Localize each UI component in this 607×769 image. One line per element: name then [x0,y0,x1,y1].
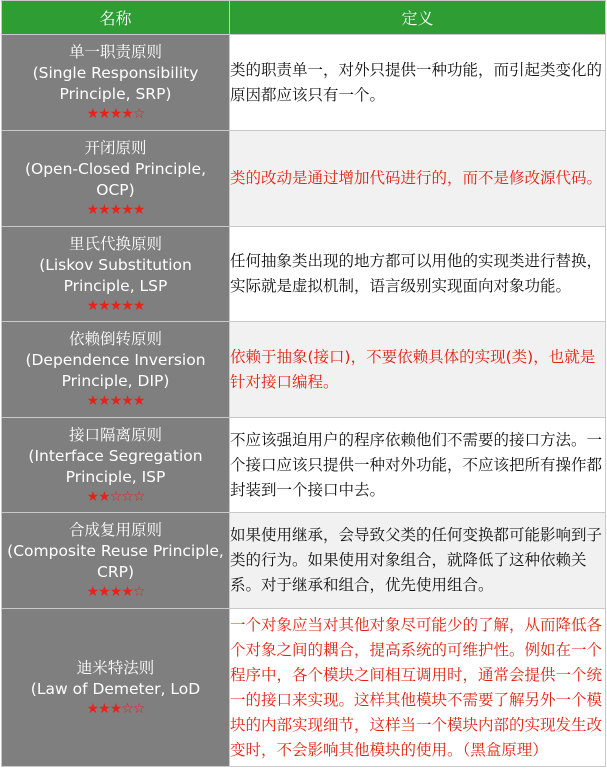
principles-table [1,0,606,767]
star-rating: ★★★★☆ [86,106,145,122]
principle-name-en: (Law of Demeter, LoD [30,679,201,698]
principle-definition: 任何抽象类出现的地方都可以用他的实现类进行替换，实际就是虚拟机制，语言级别实现面向对象功能。 [230,227,606,322]
star-rating: ★★★★★ [86,297,145,314]
table-header [2,1,606,35]
principle-name-cn: 里氏代换原则 [68,234,162,253]
name-column-header: 名称 [2,1,230,35]
principle-name-cn: 单一职责原则 [68,43,162,61]
principle-name-en: (Composite Reuse Principle, CRP) [7,542,224,581]
principle-name-en: (Liskov Substitution Principle, LSP [39,255,192,295]
principle-name-en: (Interface Segregation Principle, ISP [28,446,203,486]
header-row [2,1,606,35]
principle-name-cell [2,131,230,227]
principle-name-cell [2,322,230,418]
principle-definition: 类的职责单一，对外只提供一种功能，而引起类变化的原因都应该只有一个。 [230,35,606,131]
principle-definition: 一个对象应当对其他对象尽可能少的了解，从而降低各个对象之间的耦合，提高系统的可维护性。例如在一个程序中，各个模块之间相互调用时，通常会提供一个统一的接口来实现。这样其他模块不需要了解另外一个模块的内部实现细节，这样当一个模块内部的实现发生改变时，不会影响其他模块的使用。（黑盒原理） [230,609,606,767]
table-row [2,131,606,227]
principle-name-cell [2,513,230,609]
star-rating: ★★★★★ [86,393,145,409]
principle-name-en: (Dependence Inversion Principle, DIP) [25,351,206,390]
table-row [2,227,606,322]
principle-name-cell [2,227,230,322]
star-rating: ★★★★☆ [86,584,145,600]
principle-name-en: (Single Responsibility Principle, SRP) [32,64,199,103]
table-row [2,609,606,767]
principle-name-en: (Open-Closed Principle, OCP) [24,160,207,199]
star-rating: ★★★★★ [86,202,145,218]
principle-definition: 不应该强迫用户的程序依赖他们不需要的接口方法。一个接口应该只提供一种对外功能，不应该把所有操作都封装到一个接口中去。 [230,418,606,513]
principle-name-cn: 接口隔离原则 [68,425,162,444]
principle-name-cn: 迪米特法则 [76,658,155,677]
principle-name-cn: 开闭原则 [84,139,147,157]
principle-definition: 如果使用继承，会导致父类的任何变换都可能影响到子类的行为。如果使用对象组合，就降低了这种依赖关系。对于继承和组合，优先使用组合。 [230,513,606,609]
star-rating: ★★☆☆☆ [86,488,145,505]
principle-name-cell [2,418,230,513]
principle-definition: 依赖于抽象(接口)，不要依赖具体的实现(类)，也就是针对接口编程。 [230,322,606,418]
principle-name-cell [2,35,230,131]
star-rating: ★★★☆☆ [86,700,145,717]
definition-column-header: 定义 [230,1,606,35]
principle-name-cell [2,609,230,767]
table-row [2,418,606,513]
table-row [2,322,606,418]
table-body [2,35,606,767]
principle-name-cn: 合成复用原则 [68,521,162,539]
table-row [2,513,606,609]
principle-name-cn: 依赖倒转原则 [68,330,162,348]
table-row [2,35,606,131]
principle-definition: 类的改动是通过增加代码进行的，而不是修改源代码。 [230,131,606,227]
